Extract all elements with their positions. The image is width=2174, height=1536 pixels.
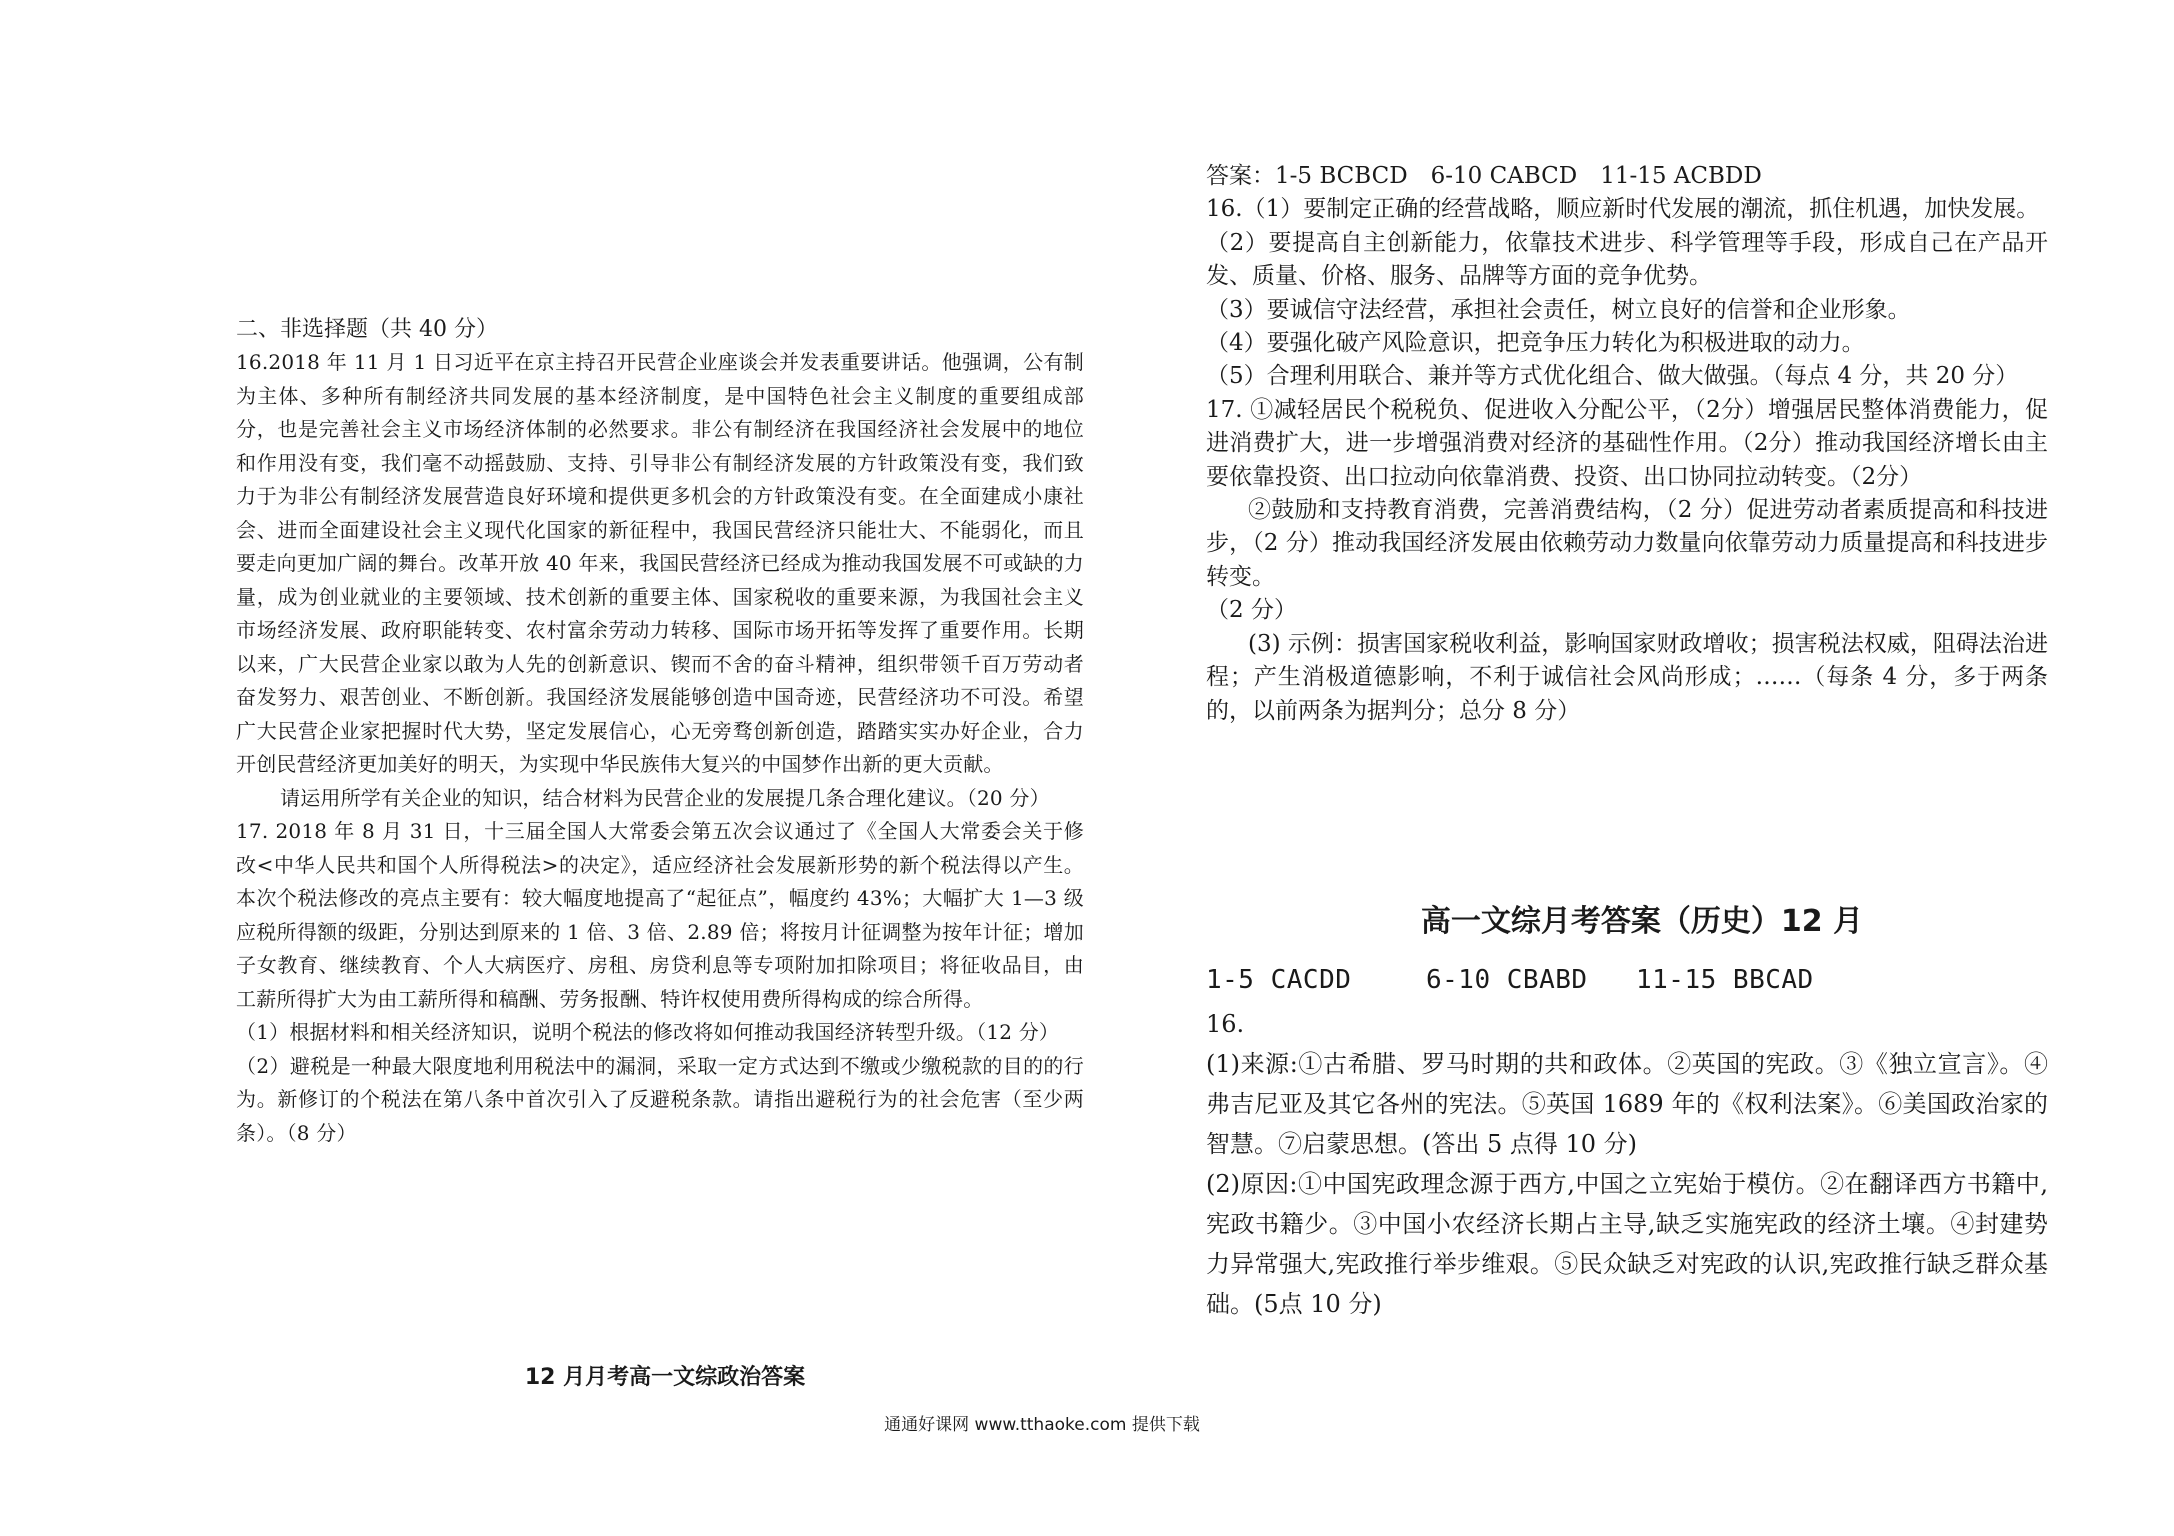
q16-material: 16.2018 年 11 月 1 日习近平在京主持召开民营企业座谈会并发表重要讲话。他强调，公有制为主体、多种所有制经济共同发展的基本经济制度，是中国特色社会主义制度的重要组成部分，也是完善社会主义市场经济体制的必然要求。非公有制经济在我国经济社会发展中的地位和作用没有变，我们毫不动摇鼓励、支持、引导非公有制经济发展的方针政策没有变，我们致力于为非公有制经济发展营造良好环境和提供更多机会的方针政策没有变。在全面建成小康社会、进而全面建设社会主义现代化国家的新征程中，我国民营经济只能壮大、不能弱化，而且要走向更加广阔的舞台。改革开放 40 年来，我国民营经济已经成为推动我国发展不可或缺的力量，成为创业就业的主要领域、技术创新的重要主体、国家税收的重要来源，为我国社会主义市场经济发展、政府职能转变、农村富余劳动力转移、国际市场开拓等发挥了重要作用。长期以来，广大民营企业家以敢为人先的创新意识、锲而不舍的奋斗精神，组织带领千百万劳动者奋发努力、艰苦创业、不断创新。我国经济发展能够创造中国奇迹，民营经济功不可没。希望广大民营企业家把握时代大势，坚定发展信心，心无旁骛创新创造，踏踏实实办好企业，合力开创民营经济更加美好的明天，为实现中华民族伟大复兴的中国梦作出新的更大贡献。 [236, 350, 1084, 776]
section-title: 二、非选择题（共 40 分） [236, 317, 498, 342]
history-mc-1: 1-5 CACDD [1206, 965, 1352, 995]
q17-material: 17. 2018 年 8 月 31 日，十三届全国人大常委会第五次会议通过了《全国人大常委会关于修改<中华人民共和国个人所得税法>的决定》，适应经济社会发展新形势的新个税法得以产生。本次个税法修改的亮点主要有：较大幅度地提高了“起征点”，幅度约 43%；大幅扩大 1—3 级应税所得额的级距，分别达到原来的 1 倍、3 倍、2.89 倍；将按月计征调整为按年计征；增加子女教育、继续教育、个人大病医疗、房租、房贷利息等专项附加扣除项目；将征收品目，由工薪所得扩大为由工薪所得和稿酬、劳务报酬、特许权使用费所得构成的综合所得。 [236, 819, 1084, 1011]
answer-16-5: （5）合理利用联合、兼并等方式优化组合、做大做强。（每点 4 分，共 20 分） [1206, 363, 2019, 390]
questions-column [236, 314, 1084, 1150]
history-q-number: 16. [1206, 1010, 1245, 1038]
history-mc-2: 6-10 CBABD [1426, 965, 1588, 995]
answer-16-4: （4）要强化破产风险意识，把竞争压力转化为积极进取的动力。 [1206, 330, 1865, 357]
mc-answers: 答案：1-5 BCBCD 6-10 CABCD 11-15 ACBDD [1206, 163, 1762, 189]
answer-17-1: 17. ①减轻居民个税税负、促进收入分配公平，（2分）增强居民整体消费能力，促进消费扩大，进一步增强消费对经济的基础性作用。（2分）推动我国经济增长由主要依靠投资、出口拉动向依靠消费、投资、出口协同拉动转变。（2分） [1206, 396, 2048, 490]
answer-17-3: (3) 示例：损害国家税收利益，影响国家财政增收；损害税法权威，阻碍法治进程；产生消极道德影响，不利于诚信社会风尚形成；……（每条 4 分，多于两条的，以前两条为据判分；总分 8 分） [1206, 630, 2048, 724]
politics-answer-title: 12 月月考高一文综政治答案 [524, 1365, 806, 1390]
answer-17-2-score: （2 分） [1206, 597, 1297, 624]
history-answers [1206, 896, 2048, 1324]
q17-question-1: （1）根据材料和相关经济知识，说明个税法的修改将如何推动我国经济转型升级。（12 分） [236, 1020, 1060, 1044]
q17-question-2: （2）避税是一种最大限度地利用税法中的漏洞，采取一定方式达到不缴或少缴税款的目的的行为。新修订的个税法在第八条中首次引入了反避税条款。请指出避税行为的社会危害（至少两条）。（8 分） [236, 1053, 1084, 1145]
history-mc-3: 11-15 BBCAD [1636, 965, 1814, 995]
history-answer-2: (2)原因:①中国宪政理念源于西方,中国之立宪始于模仿。②在翻译西方书籍中,宪政书籍少。③中国小农经济长期占主导,缺乏实施宪政的经济土壤。④封建势力异常强大,宪政推行举步维艰。⑤民众缺乏对宪政的认识,宪政推行缺乏群众基础。(5点 10 分) [1206, 1170, 2048, 1318]
politics-answers-column [1206, 160, 2048, 728]
answer-16-1: 16.（1）要制定正确的经营战略，顺应新时代发展的潮流，抓住机遇，加快发展。 [1206, 196, 2040, 223]
history-title: 高一文综月考答案（历史）12 月 [1420, 904, 1864, 939]
history-mc-answers [1206, 960, 2048, 1000]
answer-16-2: （2）要提高自主创新能力，依靠技术进步、科学管理等手段，形成自己在产品开发、质量、价格、服务、品牌等方面的竞争优势。 [1206, 229, 2048, 290]
answer-16-3: （3）要诚信守法经营，承担社会责任，树立良好的信誉和企业形象。 [1206, 296, 1911, 323]
footer-watermark: 通通好课网 www.tthaoke.com 提供下载 [884, 1415, 1200, 1435]
answer-17-2: ②鼓励和支持教育消费，完善消费结构，（2 分）促进劳动者素质提高和科技进步，（2 分）推动我国经济发展由依赖劳动力数量向依靠劳动力质量提高和科技进步转变。 [1206, 497, 2048, 590]
history-answer-1: (1)来源:①古希腊、罗马时期的共和政体。②英国的宪政。③《独立宣言》。④弗吉尼亚及其它各州的宪法。⑤英国 1689 年的《权利法案》。⑥美国政治家的智慧。⑦启蒙思想。(答出 5 点得 10 分) [1206, 1050, 2048, 1158]
q16-question: 请运用所学有关企业的知识，结合材料为民营企业的发展提几条合理化建议。（20 分） [280, 785, 1050, 810]
